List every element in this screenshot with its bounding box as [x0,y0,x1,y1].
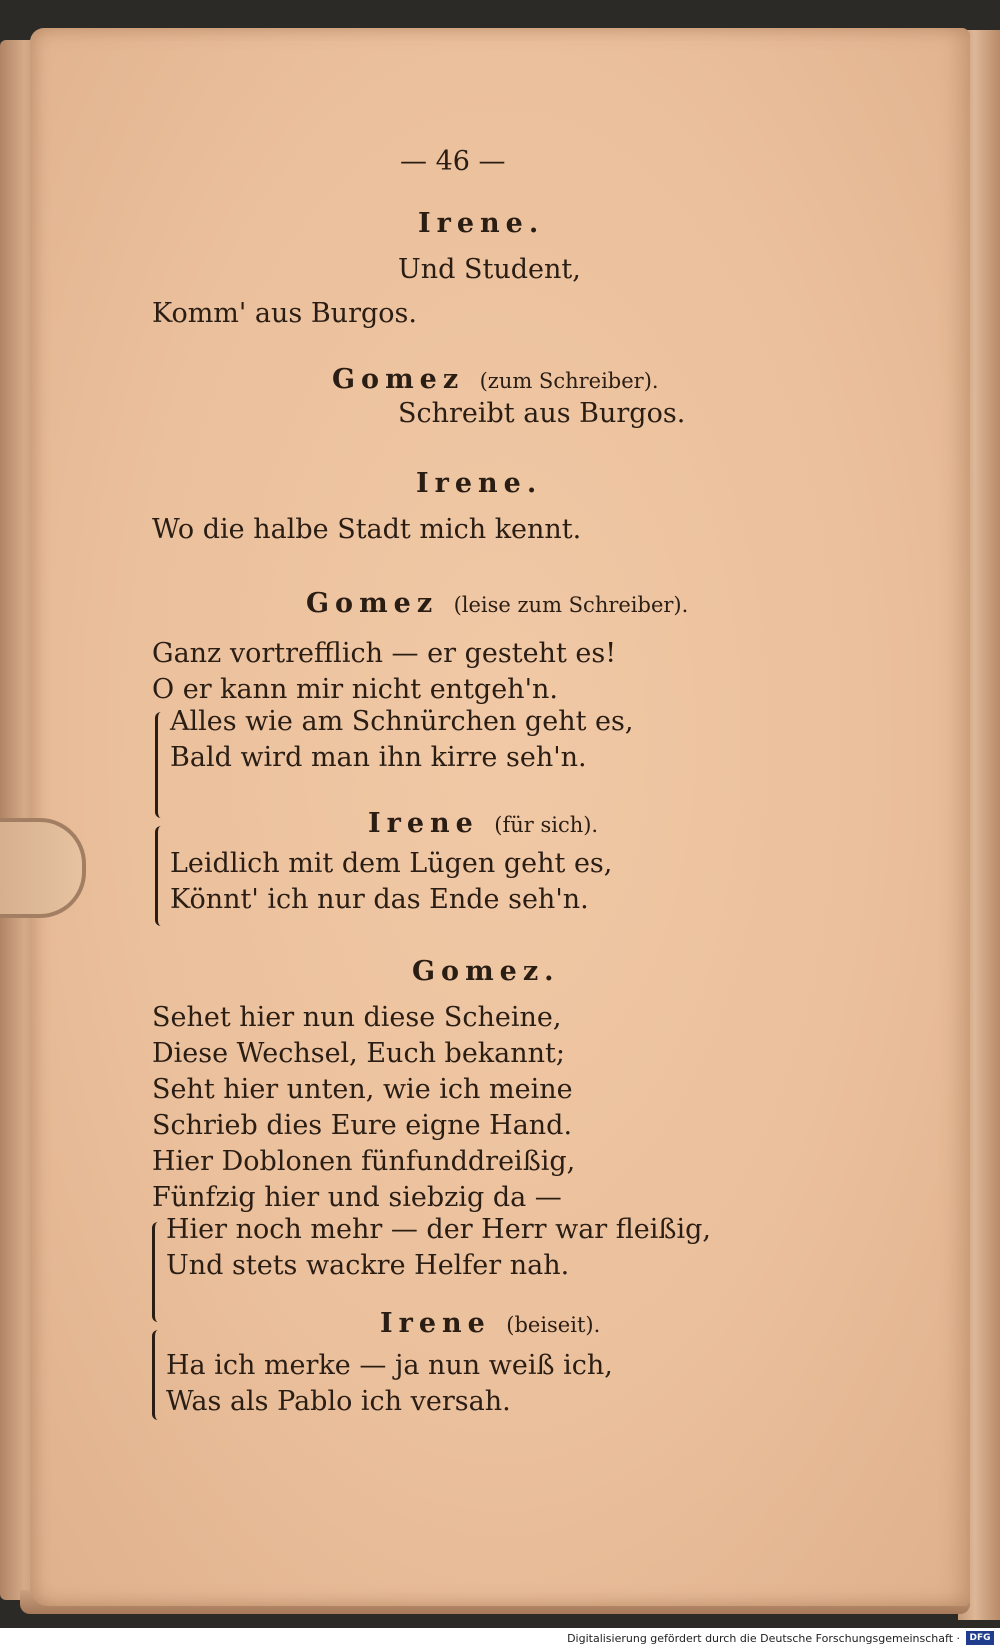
stage-direction: (für sich). [494,813,599,837]
verse-line: Bald wird man ihn kirre seh'n. [170,742,587,773]
stage-direction: (beiseit). [506,1313,601,1337]
brace-left [155,712,166,818]
speaker-irene: Irene. [416,468,543,499]
brace-left [152,1330,163,1420]
verse-line: Komm' aus Burgos. [152,298,417,329]
speaker-name: Irene [368,808,479,839]
speaker-gomez [332,364,659,395]
verse-line: Sehet hier nun diese Scheine, [152,1002,562,1033]
stage-direction: (zum Schreiber). [479,369,659,393]
verse-line: Hier noch mehr — der Herr war fleißig, [166,1214,711,1245]
verse-line: Schreibt aus Burgos. [398,398,686,429]
brace-left [152,1222,163,1322]
verse-line: Seht hier unten, wie ich meine [152,1074,573,1105]
verse-line: Alles wie am Schnürchen geht es, [170,706,634,737]
speaker-irene [380,1308,600,1339]
verse-line: O er kann mir nicht entgeh'n. [152,674,558,705]
verse-line: Fünfzig hier und siebzig da — [152,1182,562,1213]
funding-credit: Digitalisierung gefördert durch die Deutsche Forschungsgemeinschaft · [567,1632,960,1645]
speaker-gomez: Gomez. [412,956,560,987]
dfg-logo: DFG [966,1631,994,1645]
speaker-name: Irene [380,1308,491,1339]
brace-left [155,826,166,926]
page-number: — 46 — [400,146,506,177]
verse-line: Diese Wechsel, Euch bekannt; [152,1038,565,1069]
verse-line: Wo die halbe Stadt mich kennt. [152,514,582,545]
verse-line: Ha ich merke — ja nun weiß ich, [166,1350,613,1381]
stage-direction: (leise zum Schreiber). [453,593,689,617]
speaker-irene: Irene. [418,208,545,239]
verse-line: Könnt' ich nur das Ende seh'n. [170,884,589,915]
verse-line: Schrieb dies Eure eigne Hand. [152,1110,573,1141]
speaker-name: Gomez [306,588,439,619]
verse-line: Hier Doblonen fünfunddreißig, [152,1146,576,1177]
verse-line: Ganz vortrefflich — er gesteht es! [152,638,617,669]
verse-line: Leidlich mit dem Lügen geht es, [170,848,613,879]
verse-line: Und Student, [398,254,581,285]
bookmark-tab [0,818,86,918]
verse-line: Und stets wackre Helfer nah. [166,1250,570,1281]
speaker-gomez [306,588,688,619]
verse-line: Was als Pablo ich versah. [166,1386,511,1417]
speaker-name: Gomez [332,364,465,395]
speaker-irene [368,808,598,839]
